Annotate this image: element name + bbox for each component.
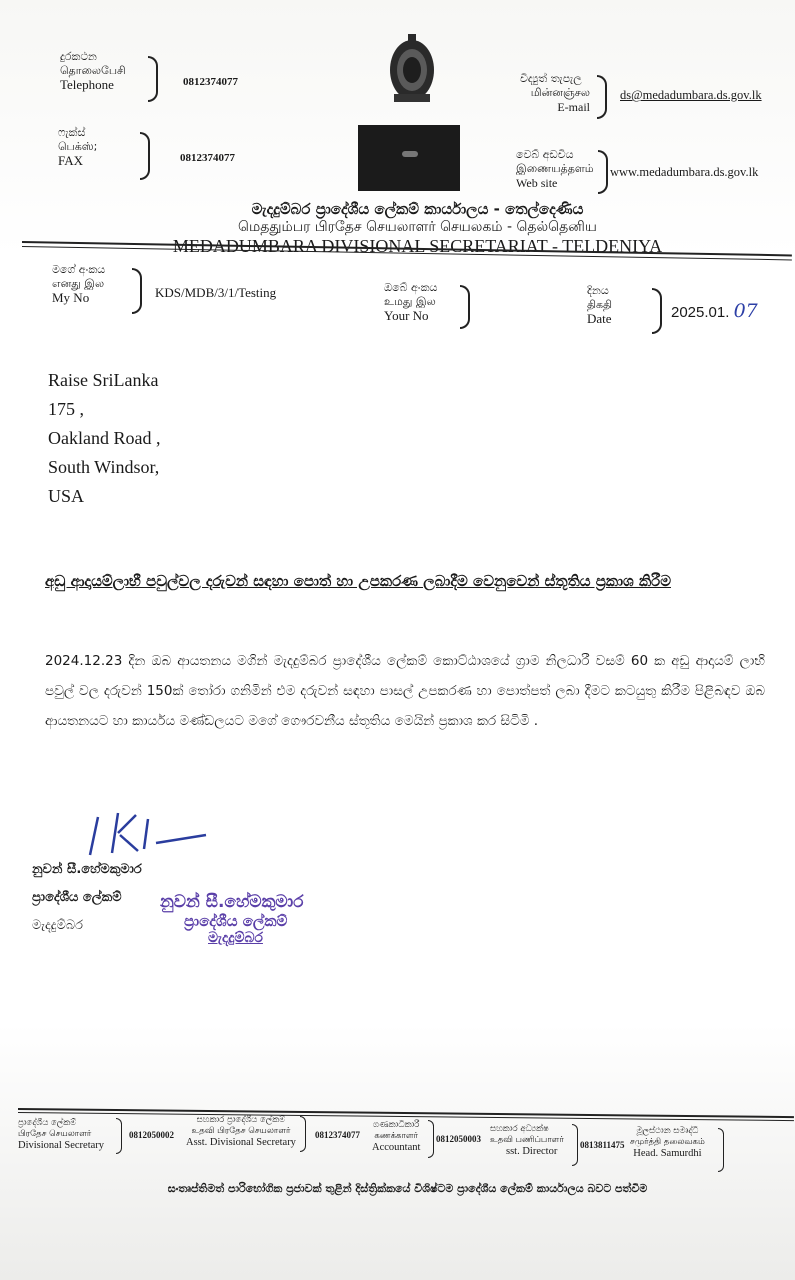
footer-brace-1 [116, 1118, 122, 1154]
date-handwritten: 07 [733, 300, 758, 322]
footer-brace-5 [718, 1128, 724, 1172]
footer-ad-number: 0813811475 [580, 1140, 625, 1150]
sri-lanka-state-emblem-icon [388, 30, 436, 106]
email-label-si: විද්‍යුත් තැපැල [520, 72, 582, 85]
signatory-title: ප්‍රාදේශීය ලේකම් [32, 890, 122, 905]
footer-ds-number: 0812050002 [129, 1130, 174, 1140]
fax-label-si: ෆැක්ස් [58, 126, 86, 139]
website-link[interactable]: www.medadumbara.ds.gov.lk [610, 165, 759, 179]
footer-brace-3 [428, 1120, 434, 1158]
telephone-number: 0812374077 [183, 76, 238, 88]
your-no-label-ta: உமது இல [384, 295, 436, 308]
stamp-office: මැදදුම්බර [208, 930, 263, 946]
stamp-title: ප්‍රාදේශීය ලේකම් [184, 912, 288, 930]
footer-ds-en: Divisional Secretary [18, 1140, 105, 1151]
fax-label-ta: பெக்ஸ்; [58, 140, 98, 153]
letter-subject: අඩු ආදායම්ලාභී පවුල්වල දරුවන් සඳහා පොත් හා උපකරණ ලබාදීම වෙනුවෙන් ස්තූතිය ප්‍රකාශ කිරීම [45, 572, 671, 590]
recipient-line-2: 175 , [48, 399, 84, 419]
fax-brace [140, 132, 150, 180]
footer-ads-si: සහකාර ප්‍රාදේශීය ලේකම් [196, 1115, 286, 1125]
footer-ads-number: 0812374077 [315, 1130, 360, 1140]
email-label-block [520, 72, 590, 114]
email-link[interactable]: ds@medadumbara.ds.gov.lk [620, 88, 762, 102]
footer-ad-si: සහකාර අධ්‍යක්ෂ [490, 1124, 549, 1134]
footer-vision-note: සංතෘප්තිමත් පාරිභෝගික ප්‍රජාවක් තුළින් දිස්ත්‍රික්කයේ විශිෂ්ටම ප්‍රාදේශීය ලේකම් කාර්යාලය බවට පත්වීම [167, 1182, 648, 1195]
fax-number: 0812374077 [180, 152, 235, 164]
fax-label-en: FAX [58, 153, 84, 168]
email-label-en: E-mail [557, 100, 590, 114]
footer-sam-si: මූලස්ථාන සමෘද්ධි [636, 1126, 699, 1136]
signatory-office: මැදදුම්බර [32, 918, 84, 933]
telephone-label-si: දුරකථන [60, 50, 97, 63]
date-brace [652, 288, 662, 334]
office-name-english: MEDADUMBARA DIVISIONAL SECRETARIAT - TELDENIYA [172, 236, 663, 256]
email-brace [597, 75, 607, 119]
date-label-si: දිනය [587, 284, 609, 297]
telephone-label-en: Telephone [60, 77, 114, 92]
stamp-name: නුවන් සී.හේමකුමාර [160, 892, 304, 912]
website-brace [598, 150, 608, 194]
date-value [671, 300, 758, 322]
website-label-si: වෙබ් අඩවිය [516, 148, 574, 161]
signatory-block [32, 856, 142, 940]
letter-body: 2024.12.23 දින ඔබ ආයතනය මගින් මැදදුම්බර ප්‍රාදේශීය ලේකම් කොට්ඨාශයේ ග්‍රාම නිලධාරී වසම් 60 ක අඩු ආදායම් ලාභි පවුල් වල දරුවන් 150ක් තෝරා ගනිමින් එම දරුවන් සඳහා පාසල් උපකරණ හා පොත්පත් ලබා දීමට කටයුතු කිරීම පිළිබඳව ඔබ ආයතනයට හා කාර්යය මණ්ඩලයට මගේ ගෞරවනීය ස්තූතිය මෙයින් ප්‍රකාශ කර සිටිමි . [45, 653, 765, 729]
official-stamp [160, 892, 360, 946]
my-no-value: KDS/MDB/3/1/Testing [155, 285, 277, 300]
footer-ads-ta: உதவி பிரதேச செயலாளர் [191, 1126, 291, 1136]
recipient-address [48, 366, 160, 511]
date-label-block [587, 284, 612, 326]
footer-brace-2 [300, 1116, 306, 1152]
dark-seal-image [358, 125, 460, 191]
my-no-label-en: My No [52, 290, 90, 305]
footer-contact-asst-ds [186, 1115, 296, 1148]
your-no-label-en: Your No [384, 308, 429, 323]
my-no-label-ta: எனது இல [52, 277, 105, 290]
footer-acc-en: Accountant [372, 1142, 421, 1153]
footer-acc-number: 0812050003 [436, 1134, 481, 1144]
telephone-label-block [60, 50, 126, 92]
footer-acc-ta: கணக்காளர் [374, 1131, 419, 1141]
email-label-ta: மின்னஞ்சல [530, 86, 590, 99]
your-no-label-si: ඔබේ අංකය [384, 281, 438, 294]
website-label-ta: இணையத்தளம் [516, 162, 594, 175]
footer-sam-ta: சமுர்த்தி தலைவகம் [630, 1137, 705, 1147]
footer-acc-si: ගණකාධිකාරී [372, 1120, 420, 1130]
recipient-line-3: Oakland Road , [48, 428, 161, 448]
signatory-name: නුවන් සී.හේමකුමාර [32, 862, 142, 877]
footer-ad-en: sst. Director [506, 1146, 558, 1157]
my-no-label-si: මගේ අංකය [52, 263, 106, 276]
footer-ad-ta: உதவி பணிப்பாளர் [490, 1135, 564, 1145]
your-no-label-block [384, 281, 437, 323]
my-no-label-block [52, 263, 105, 305]
office-name-tamil: மெததும்பர பிரதேச செயலாளர் செயலகம் - தெல்தெனிய [238, 219, 597, 235]
footer-contact-samurdhi [630, 1126, 705, 1159]
recipient-line-5: USA [48, 486, 85, 506]
footer-sam-en: Head. Samurdhi [633, 1148, 702, 1159]
footer-ds-ta: பிரதேச செயலாளர் [18, 1129, 92, 1139]
website-label-block [516, 148, 594, 190]
recipient-line-4: South Windsor, [48, 457, 160, 477]
telephone-brace [148, 56, 158, 102]
footer-ads-en: Asst. Divisional Secretary [186, 1137, 296, 1148]
footer-contact-divisional-secretary [18, 1118, 104, 1151]
date-label-en: Date [587, 311, 612, 326]
footer-brace-4 [572, 1124, 578, 1166]
date-printed: 2025.01. [671, 304, 730, 321]
office-name-sinhala: මැදදුම්බර ප්‍රාදේශීය ලේකම් කාර්යාලය - තෙල්දෙණිය [251, 200, 584, 218]
my-no-brace [132, 268, 142, 314]
your-no-brace [460, 285, 470, 329]
website-label-en: Web site [516, 176, 558, 190]
footer-contact-accountant [372, 1120, 420, 1153]
fax-label-block [58, 126, 97, 168]
footer-contact-asst-director [490, 1124, 564, 1157]
telephone-label-ta: தொலைபேசி [60, 64, 126, 77]
recipient-line-1: Raise SriLanka [48, 370, 159, 390]
date-label-ta: திகதி [587, 298, 613, 311]
footer-ds-si: ප්‍රාදේශීය ලේකම් [18, 1118, 77, 1128]
